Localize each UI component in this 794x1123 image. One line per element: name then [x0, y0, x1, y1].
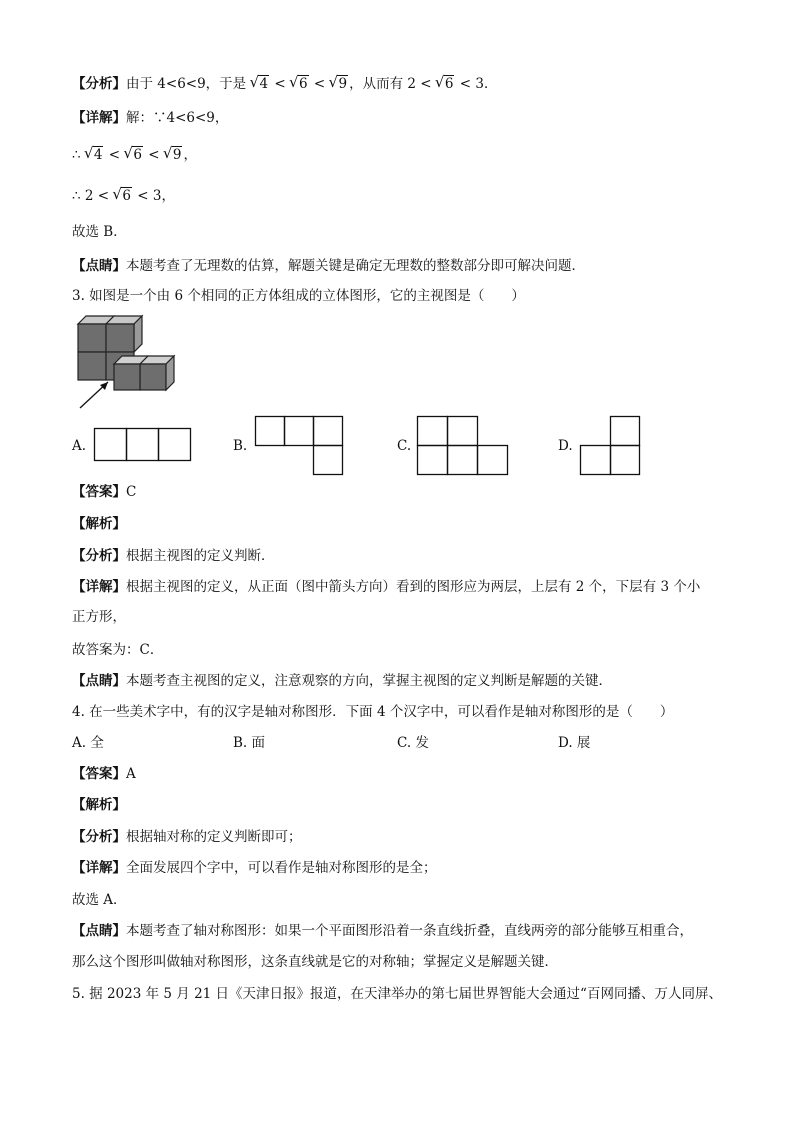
- q2-step-2: ∴ 2 < √ 6 < 3，: [72, 186, 175, 206]
- q3-answer: 【答案】C: [72, 484, 137, 500]
- q4-conclusion: 故选 A．: [72, 892, 127, 908]
- q3-option-c-figure[interactable]: [417, 416, 509, 476]
- q4-detail: 【详解】全面发展四个字中，可以看作是轴对称图形的是全；: [72, 860, 437, 876]
- q3-detail-cont: 正方形，: [72, 609, 126, 625]
- q3-option-b-label[interactable]: B.: [233, 438, 248, 454]
- analysis-label: 【分析】: [72, 76, 126, 92]
- q4-option-d[interactable]: D. 展: [558, 735, 591, 751]
- q3-comment: 【点睛】本题考查主视图的定义，注意观察的方向，掌握主视图的定义判断是解题的关键．: [72, 673, 612, 689]
- q2-comment: 【点睛】本题考查了无理数的估算，解题关键是确定无理数的整数部分即可解决问题．: [72, 258, 585, 274]
- sqrt-6: √ 6: [437, 74, 455, 94]
- q3-option-a-label[interactable]: A.: [72, 438, 87, 454]
- q2-analysis: 【分析】由于 4<6<9，于是 √ 4 < √ 6 < √ 9 ，从而有 2 < √ 6 < 3．: [72, 74, 497, 94]
- q2-conclusion: 故选 B．: [72, 224, 127, 240]
- q3-option-c-label[interactable]: C.: [397, 438, 412, 454]
- q3-option-d-label[interactable]: D.: [558, 438, 573, 454]
- q3-detail: 【详解】根据主视图的定义，从正面（图中箭头方向）看到的图形应为两层，上层有 2 个，下层有 3 个小: [72, 579, 701, 595]
- q5-question: 5. 据 2023 年 5 月 21 日《天津日报》报道，在天津举办的第七届世界智能大会通过“百网同播、万人同屏、: [72, 986, 722, 1002]
- q4-solution-label: 【解析】: [72, 797, 126, 813]
- sqrt-6: √ 6: [291, 74, 309, 94]
- q3-option-d-figure[interactable]: [580, 416, 642, 476]
- q3-option-a-figure[interactable]: [94, 428, 192, 462]
- q4-answer: 【答案】A: [72, 766, 136, 782]
- q2-step-1: ∴ √ 4 < √ 6 < √ 9 ，: [72, 145, 197, 165]
- sqrt-4: √ 4: [251, 74, 269, 94]
- q3-solution-label: 【解析】: [72, 516, 126, 532]
- q3-option-b-figure[interactable]: [255, 416, 345, 476]
- q3-question: 3. 如图是一个由 6 个相同的正方体组成的立体图形，它的主视图是（ ）: [72, 288, 525, 304]
- cube-figure: [70, 312, 170, 412]
- q4-analysis: 【分析】根据轴对称的定义判断即可；: [72, 829, 302, 845]
- q4-option-b[interactable]: B. 面: [233, 735, 266, 751]
- q3-conclusion: 故答案为：C．: [72, 642, 164, 658]
- q4-comment: 【点睛】本题考查了轴对称图形：如果一个平面图形沿着一条直线折叠，直线两旁的部分能够互相重合，: [72, 923, 693, 939]
- q4-option-c[interactable]: C. 发: [397, 735, 429, 751]
- q4-question: 4. 在一些美术字中，有的汉字是轴对称图形．下面 4 个汉字中，可以看作是轴对称图形的是（ ）: [72, 704, 674, 720]
- q3-analysis: 【分析】根据主视图的定义判断．: [72, 548, 275, 564]
- q4-comment-cont: 那么这个图形叫做轴对称图形，这条直线就是它的对称轴；掌握定义是解题关键．: [72, 954, 558, 970]
- detail-label: 【详解】: [72, 110, 126, 126]
- q4-option-a[interactable]: A. 全: [72, 735, 104, 751]
- q2-detail: 【详解】解：∵4<6<9，: [72, 110, 229, 126]
- sqrt-9: √ 9: [330, 74, 348, 94]
